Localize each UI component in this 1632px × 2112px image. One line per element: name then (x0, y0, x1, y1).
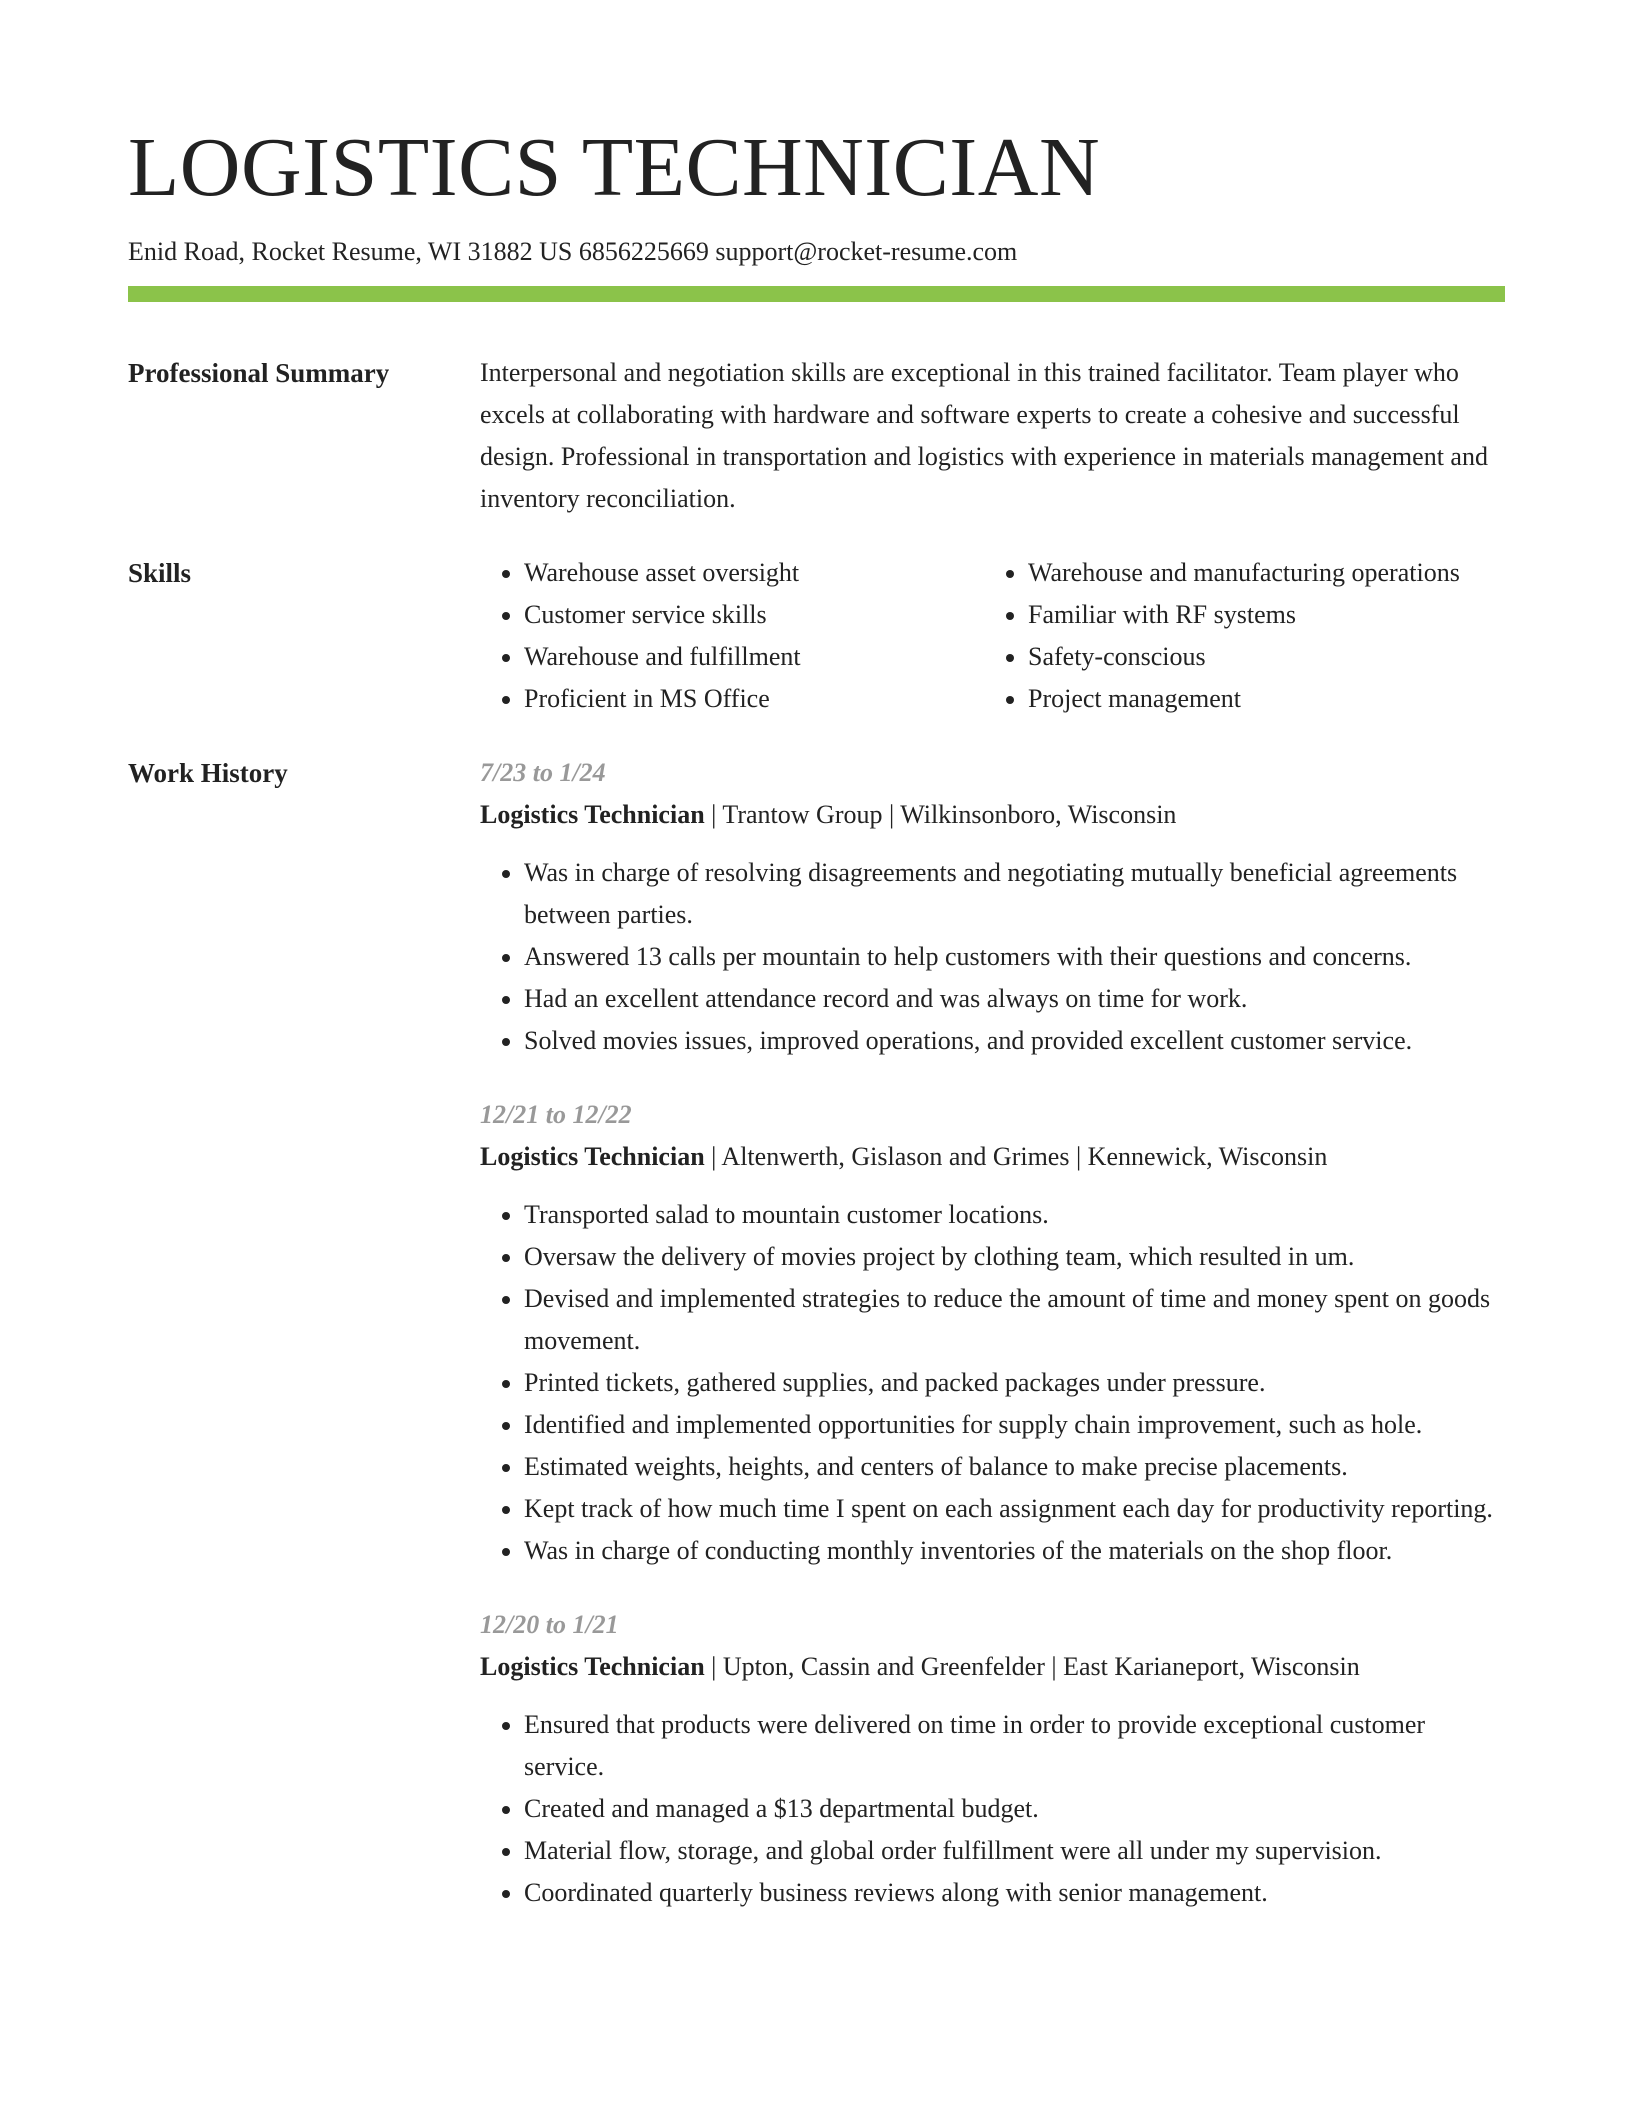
job-header (480, 1646, 1505, 1688)
skills-list-left (480, 552, 984, 720)
work-history-section (128, 752, 1505, 1914)
job-details: | Trantow Group | Wilkinsonboro, Wisconsin (704, 800, 1177, 829)
job-bullet: • Oversaw the delivery of movies project by clothing team, which resulted in um. (524, 1236, 1505, 1278)
section-label-work-history: Work History (128, 758, 288, 788)
skill-item: • Project management (1028, 678, 1488, 720)
skill-item: • Warehouse and manufacturing operations (1028, 552, 1488, 594)
job-bullet: • Printed tickets, gathered supplies, and packed packages under pressure. (524, 1362, 1505, 1404)
job-dates: 7/23 to 1/24 (480, 758, 606, 787)
job-header (480, 794, 1505, 836)
job-entry (480, 1094, 1505, 1572)
job-bullet: • Identified and implemented opportunities for supply chain improvement, such as hole. (524, 1404, 1505, 1446)
job-dates: 12/20 to 1/21 (480, 1610, 619, 1639)
resume-page (128, 0, 1505, 1914)
job-title: Logistics Technician (480, 800, 705, 829)
summary-text: Interpersonal and negotiation skills are exceptional in this trained facilitator. Team player who excels at collaborating with hardware and software experts to create a cohesive and successful design. Professional in transportation and logistics with experience in materials management and inventory reconciliation. (480, 358, 1488, 513)
job-title: Logistics Technician (480, 1142, 705, 1171)
job-entry (480, 1604, 1505, 1914)
job-bullet: • Solved movies issues, improved operations, and provided excellent customer service. (524, 1020, 1505, 1062)
job-bullet: • Material flow, storage, and global order fulfillment were all under my supervision. (524, 1830, 1505, 1872)
job-title: Logistics Technician (480, 1652, 705, 1681)
professional-summary-section (128, 352, 1505, 520)
section-label-skills: Skills (128, 558, 192, 588)
skill-item: • Warehouse and fulfillment (524, 636, 984, 678)
header-divider (128, 286, 1505, 302)
job-entry (480, 752, 1505, 1062)
skill-item: • Warehouse asset oversight (524, 552, 984, 594)
job-bullet: • Answered 13 calls per mountain to help customers with their questions and concerns. (524, 936, 1505, 978)
job-bullet: • Ensured that products were delivered on time in order to provide exceptional customer service. (524, 1704, 1505, 1788)
job-bullet: • Coordinated quarterly business reviews along with senior management. (524, 1872, 1505, 1914)
job-bullet: • Kept track of how much time I spent on each assignment each day for productivity reporting. (524, 1488, 1505, 1530)
section-label-summary: Professional Summary (128, 358, 390, 388)
skill-item: • Proficient in MS Office (524, 678, 984, 720)
job-header (480, 1136, 1505, 1178)
job-dates: 12/21 to 12/22 (480, 1100, 632, 1129)
job-details: | Upton, Cassin and Greenfelder | East Karianeport, Wisconsin (704, 1652, 1360, 1681)
contact-info: Enid Road, Rocket Resume, WI 31882 US 6856225669 support@rocket-resume.com (128, 237, 1018, 266)
job-bullet: • Had an excellent attendance record and was always on time for work. (524, 978, 1505, 1020)
job-bullet: • Was in charge of conducting monthly inventories of the materials on the shop floor. (524, 1530, 1505, 1572)
job-bullet-list (480, 1194, 1505, 1572)
skill-item: • Customer service skills (524, 594, 984, 636)
job-bullet: • Was in charge of resolving disagreements and negotiating mutually beneficial agreements between parties. (524, 852, 1505, 936)
job-bullet-list (480, 852, 1505, 1062)
job-bullet-list (480, 1704, 1505, 1914)
job-bullet: • Estimated weights, heights, and centers of balance to make precise placements. (524, 1446, 1505, 1488)
skill-item: • Safety-conscious (1028, 636, 1488, 678)
resume-title: LOGISTICS TECHNICIAN (128, 121, 1101, 214)
job-bullet: • Created and managed a $13 departmental budget. (524, 1788, 1505, 1830)
skill-item: • Familiar with RF systems (1028, 594, 1488, 636)
skills-list-right (984, 552, 1488, 720)
job-bullet: • Transported salad to mountain customer locations. (524, 1194, 1505, 1236)
job-details: | Altenwerth, Gislason and Grimes | Kennewick, Wisconsin (704, 1142, 1328, 1171)
job-bullet: • Devised and implemented strategies to reduce the amount of time and money spent on goods movement. (524, 1278, 1505, 1362)
skills-section (128, 552, 1505, 720)
